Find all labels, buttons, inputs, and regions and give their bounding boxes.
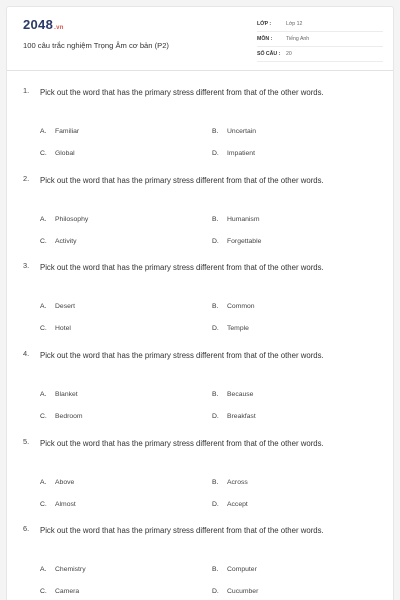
- option-letter: B.: [212, 128, 219, 135]
- option-text: Almost: [55, 501, 76, 508]
- option-b[interactable]: [212, 391, 253, 398]
- option-c[interactable]: [40, 588, 79, 595]
- option-a[interactable]: [40, 391, 78, 398]
- option-c[interactable]: [40, 501, 76, 508]
- option-text: Breakfast: [227, 413, 256, 420]
- question-number: 6.: [23, 524, 30, 533]
- option-d[interactable]: [212, 588, 258, 595]
- meta-key: SỐ CÂU :: [257, 51, 281, 57]
- option-letter: B.: [212, 216, 219, 223]
- option-text: Computer: [227, 566, 257, 573]
- meta-row-count: [257, 47, 383, 62]
- option-letter: C.: [40, 238, 47, 245]
- option-text: Desert: [55, 303, 76, 310]
- site-logo[interactable]: [23, 17, 64, 32]
- option-a[interactable]: [40, 128, 79, 135]
- option-letter: D.: [212, 325, 219, 332]
- option-text: Chemistry: [55, 566, 86, 573]
- meta-key: MÔN :: [257, 36, 273, 42]
- option-text: Forgettable: [227, 238, 262, 245]
- meta-row-subject: [257, 32, 383, 47]
- option-letter: D.: [212, 588, 219, 595]
- option-text: Hotel: [55, 325, 71, 332]
- option-c[interactable]: [40, 150, 75, 157]
- quiz-header: [7, 7, 393, 71]
- option-b[interactable]: [212, 566, 257, 573]
- option-c[interactable]: [40, 238, 77, 245]
- option-letter: A.: [40, 391, 47, 398]
- question-text: Pick out the word that has the primary stress different from that of the other words.: [40, 88, 324, 97]
- option-letter: A.: [40, 216, 47, 223]
- option-c[interactable]: [40, 413, 83, 420]
- option-a[interactable]: [40, 303, 75, 310]
- option-c[interactable]: [40, 325, 71, 332]
- meta-key: LỚP :: [257, 21, 272, 27]
- option-d[interactable]: [212, 238, 261, 245]
- option-letter: D.: [212, 150, 219, 157]
- option-d[interactable]: [212, 501, 248, 508]
- question-number: 2.: [23, 174, 30, 183]
- option-letter: C.: [40, 150, 47, 157]
- option-letter: B.: [212, 303, 219, 310]
- option-a[interactable]: [40, 216, 88, 223]
- question-text: Pick out the word that has the primary stress different from that of the other words.: [40, 439, 324, 448]
- option-text: Philosophy: [55, 216, 89, 223]
- quiz-sheet: [6, 6, 394, 600]
- option-b[interactable]: [212, 216, 259, 223]
- option-text: Blanket: [55, 391, 78, 398]
- option-letter: D.: [212, 501, 219, 508]
- option-letter: C.: [40, 325, 47, 332]
- option-text: Bedroom: [55, 413, 83, 420]
- option-letter: C.: [40, 413, 47, 420]
- meta-value: 20: [286, 51, 292, 57]
- question-text: Pick out the word that has the primary stress different from that of the other words.: [40, 526, 324, 535]
- question-text: Pick out the word that has the primary stress different from that of the other words.: [40, 351, 324, 360]
- option-letter: A.: [40, 479, 47, 486]
- option-letter: D.: [212, 238, 219, 245]
- option-text: Activity: [55, 238, 77, 245]
- question-number: 4.: [23, 349, 30, 358]
- logo-text: 2048: [23, 17, 54, 32]
- option-b[interactable]: [212, 479, 248, 486]
- option-text: Above: [55, 479, 75, 486]
- option-letter: A.: [40, 303, 47, 310]
- quiz-meta: [257, 17, 383, 62]
- option-letter: A.: [40, 566, 47, 573]
- quiz-title: 100 câu trắc nghiệm Trọng Âm cơ bản (P2): [23, 41, 169, 50]
- meta-value: Lớp 12: [286, 21, 303, 27]
- option-text: Accept: [227, 501, 248, 508]
- option-text: Temple: [227, 325, 249, 332]
- option-text: Camera: [55, 588, 80, 595]
- question-number: 1.: [23, 86, 30, 95]
- option-b[interactable]: [212, 128, 256, 135]
- question-text: Pick out the word that has the primary stress different from that of the other words.: [40, 263, 324, 272]
- option-letter: C.: [40, 501, 47, 508]
- logo-suffix: .vn: [54, 25, 64, 31]
- option-text: Uncertain: [227, 128, 257, 135]
- option-text: Global: [55, 150, 75, 157]
- option-text: Common: [227, 303, 255, 310]
- option-letter: A.: [40, 128, 47, 135]
- meta-row-class: [257, 17, 383, 32]
- option-text: Across: [227, 479, 248, 486]
- option-text: Familiar: [55, 128, 80, 135]
- option-text: Humanism: [227, 216, 260, 223]
- option-d[interactable]: [212, 150, 255, 157]
- option-text: Impatient: [227, 150, 255, 157]
- option-letter: B.: [212, 391, 219, 398]
- option-text: Because: [227, 391, 254, 398]
- question-number: 3.: [23, 261, 30, 270]
- meta-value: Tiếng Anh: [286, 36, 310, 42]
- option-d[interactable]: [212, 413, 256, 420]
- option-a[interactable]: [40, 479, 74, 486]
- option-letter: D.: [212, 413, 219, 420]
- option-text: Cucumber: [227, 588, 259, 595]
- option-d[interactable]: [212, 325, 249, 332]
- option-a[interactable]: [40, 566, 86, 573]
- option-letter: C.: [40, 588, 47, 595]
- question-text: Pick out the word that has the primary stress different from that of the other words.: [40, 176, 324, 185]
- question-number: 5.: [23, 437, 30, 446]
- option-letter: B.: [212, 566, 219, 573]
- option-letter: B.: [212, 479, 219, 486]
- option-b[interactable]: [212, 303, 255, 310]
